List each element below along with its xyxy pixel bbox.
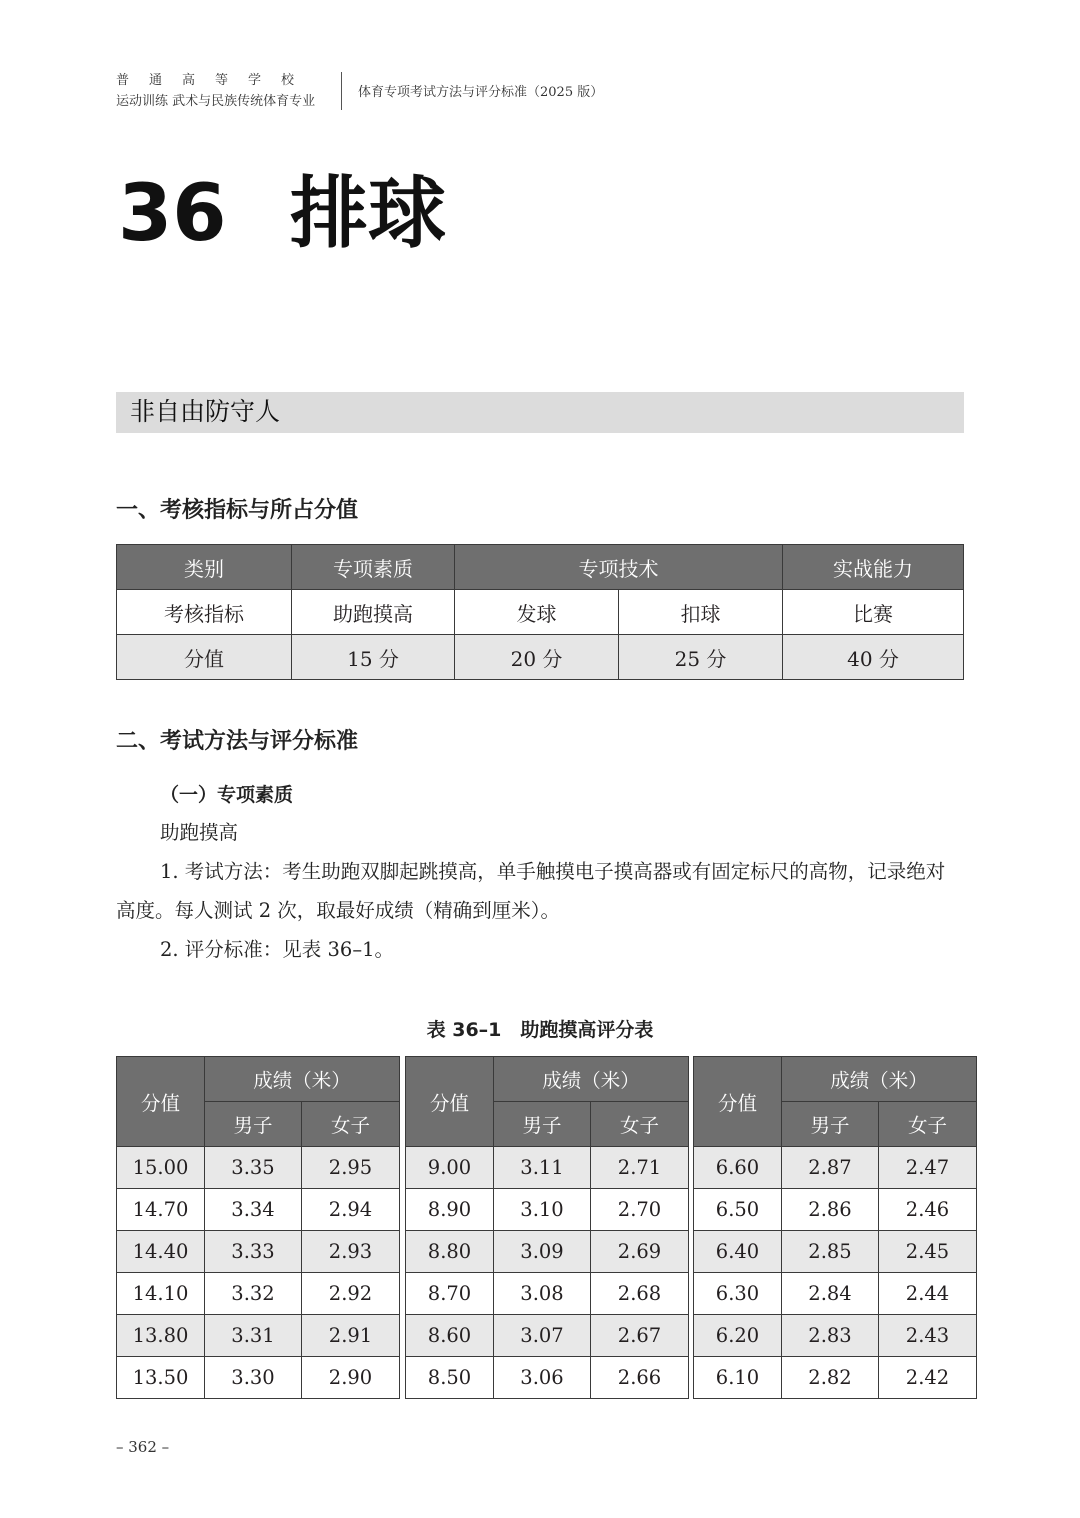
score-cell: 6.20 [694, 1315, 782, 1357]
table-row [694, 1357, 977, 1399]
chapter-name: 排球 [290, 169, 447, 259]
female-cell: 2.90 [302, 1357, 400, 1399]
table-row [694, 1273, 977, 1315]
header-technique: 专项技术 [455, 545, 783, 590]
score-cell: 13.50 [117, 1357, 205, 1399]
score-table-header-row [117, 1057, 400, 1102]
male-cell: 2.85 [782, 1231, 879, 1273]
male-cell: 3.30 [205, 1357, 302, 1399]
table-row [117, 1231, 400, 1273]
method-paragraph: 1. 考试方法：考生助跑双脚起跳摸高，单手触摸电子摸高器或有固定标尺的高物，记录绝对高度。每人测试 2 次，取最好成绩（精确到厘米）。 [116, 860, 946, 922]
score-table-2 [405, 1056, 689, 1399]
part1-heading: 一、考核指标与所占分值 [116, 497, 359, 523]
score-cell: 8.70 [406, 1273, 494, 1315]
score-table-1 [116, 1056, 400, 1399]
score-cell: 6.60 [694, 1147, 782, 1189]
table-row [117, 1315, 400, 1357]
header-divider [341, 72, 342, 110]
table-row [694, 1147, 977, 1189]
table-row [117, 1357, 400, 1399]
male-cell: 2.83 [782, 1315, 879, 1357]
female-col-header: 女子 [879, 1102, 977, 1147]
female-cell: 2.92 [302, 1273, 400, 1315]
male-cell: 3.33 [205, 1231, 302, 1273]
table-row [117, 1273, 400, 1315]
male-cell: 2.82 [782, 1357, 879, 1399]
result-col-header: 成绩（米） [494, 1057, 689, 1102]
item-name: 助跑摸高 [160, 821, 239, 844]
table-row [694, 1189, 977, 1231]
male-cell: 2.86 [782, 1189, 879, 1231]
table-caption: 表 36–1 助跑摸高评分表 [426, 1019, 654, 1041]
table-cell: 考核指标 [117, 590, 292, 635]
part2-heading: 二、考试方法与评分标准 [116, 728, 359, 754]
female-cell: 2.46 [879, 1189, 977, 1231]
table-cell: 20 分 [455, 635, 619, 680]
indicator-row [117, 590, 964, 635]
header-combat: 实战能力 [783, 545, 964, 590]
male-col-header: 男子 [782, 1102, 879, 1147]
running-header-right: 体育专项考试方法与评分标准（2025 版） [358, 85, 604, 100]
female-cell: 2.67 [591, 1315, 689, 1357]
male-col-header: 男子 [494, 1102, 591, 1147]
score-cell: 15.00 [117, 1147, 205, 1189]
indicator-header-row [117, 545, 964, 590]
chapter-number: 36 [118, 169, 227, 259]
table-row [406, 1189, 689, 1231]
male-cell: 3.10 [494, 1189, 591, 1231]
table-row [694, 1231, 977, 1273]
indicator-table [116, 544, 964, 680]
score-cell: 6.50 [694, 1189, 782, 1231]
score-value-row [117, 635, 964, 680]
score-cell: 14.40 [117, 1231, 205, 1273]
score-cell: 9.00 [406, 1147, 494, 1189]
female-cell: 2.66 [591, 1357, 689, 1399]
male-cell: 3.07 [494, 1315, 591, 1357]
table-cell: 分值 [117, 635, 292, 680]
table-row [406, 1315, 689, 1357]
score-cell: 8.90 [406, 1189, 494, 1231]
score-cell: 8.80 [406, 1231, 494, 1273]
female-cell: 2.47 [879, 1147, 977, 1189]
male-cell: 3.11 [494, 1147, 591, 1189]
female-cell: 2.42 [879, 1357, 977, 1399]
table-row [406, 1147, 689, 1189]
table-cell: 比赛 [783, 590, 964, 635]
male-cell: 3.32 [205, 1273, 302, 1315]
score-cell: 14.10 [117, 1273, 205, 1315]
score-cell: 6.30 [694, 1273, 782, 1315]
table-row [406, 1357, 689, 1399]
female-cell: 2.69 [591, 1231, 689, 1273]
female-cell: 2.91 [302, 1315, 400, 1357]
female-cell: 2.44 [879, 1273, 977, 1315]
male-cell: 3.08 [494, 1273, 591, 1315]
header-category: 类别 [117, 545, 292, 590]
score-cell: 14.70 [117, 1189, 205, 1231]
score-cell: 6.40 [694, 1231, 782, 1273]
table-cell: 40 分 [783, 635, 964, 680]
table-cell: 发球 [455, 590, 619, 635]
score-table-3 [693, 1056, 977, 1399]
chapter-title [118, 166, 446, 262]
female-cell: 2.68 [591, 1273, 689, 1315]
score-col-header: 分值 [694, 1057, 782, 1147]
table-row [694, 1315, 977, 1357]
score-cell: 13.80 [117, 1315, 205, 1357]
male-cell: 3.34 [205, 1189, 302, 1231]
header-school-line: 普通高等学校 [116, 73, 315, 88]
result-col-header: 成绩（米） [205, 1057, 400, 1102]
table-row [406, 1273, 689, 1315]
female-cell: 2.70 [591, 1189, 689, 1231]
result-col-header: 成绩（米） [782, 1057, 977, 1102]
male-cell: 3.06 [494, 1357, 591, 1399]
score-col-header: 分值 [406, 1057, 494, 1147]
subsection-heading: （一）专项素质 [160, 784, 294, 806]
running-header-left [116, 70, 315, 112]
female-cell: 2.94 [302, 1189, 400, 1231]
male-cell: 3.35 [205, 1147, 302, 1189]
male-cell: 3.31 [205, 1315, 302, 1357]
section-band-title: 非自由防守人 [130, 397, 281, 426]
score-col-header: 分值 [117, 1057, 205, 1147]
female-cell: 2.93 [302, 1231, 400, 1273]
score-cell: 6.10 [694, 1357, 782, 1399]
standard-paragraph: 2. 评分标准：见表 36–1。 [160, 938, 394, 961]
male-cell: 3.09 [494, 1231, 591, 1273]
score-cell: 8.60 [406, 1315, 494, 1357]
table-row [117, 1189, 400, 1231]
table-cell: 助跑摸高 [292, 590, 455, 635]
female-col-header: 女子 [591, 1102, 689, 1147]
table-cell: 扣球 [619, 590, 783, 635]
page-number: – 362 – [116, 1438, 170, 1456]
score-table-header-row [406, 1057, 689, 1102]
female-cell: 2.45 [879, 1231, 977, 1273]
female-cell: 2.95 [302, 1147, 400, 1189]
female-cell: 2.71 [591, 1147, 689, 1189]
female-cell: 2.43 [879, 1315, 977, 1357]
table-row [117, 1147, 400, 1189]
male-col-header: 男子 [205, 1102, 302, 1147]
table-cell: 15 分 [292, 635, 455, 680]
male-cell: 2.84 [782, 1273, 879, 1315]
table-row [406, 1231, 689, 1273]
score-table-header-row [694, 1057, 977, 1102]
female-col-header: 女子 [302, 1102, 400, 1147]
score-cell: 8.50 [406, 1357, 494, 1399]
table-cell: 25 分 [619, 635, 783, 680]
header-quality: 专项素质 [292, 545, 455, 590]
section-band [116, 392, 964, 433]
male-cell: 2.87 [782, 1147, 879, 1189]
header-major-line: 运动训练 武术与民族传统体育专业 [116, 94, 316, 109]
